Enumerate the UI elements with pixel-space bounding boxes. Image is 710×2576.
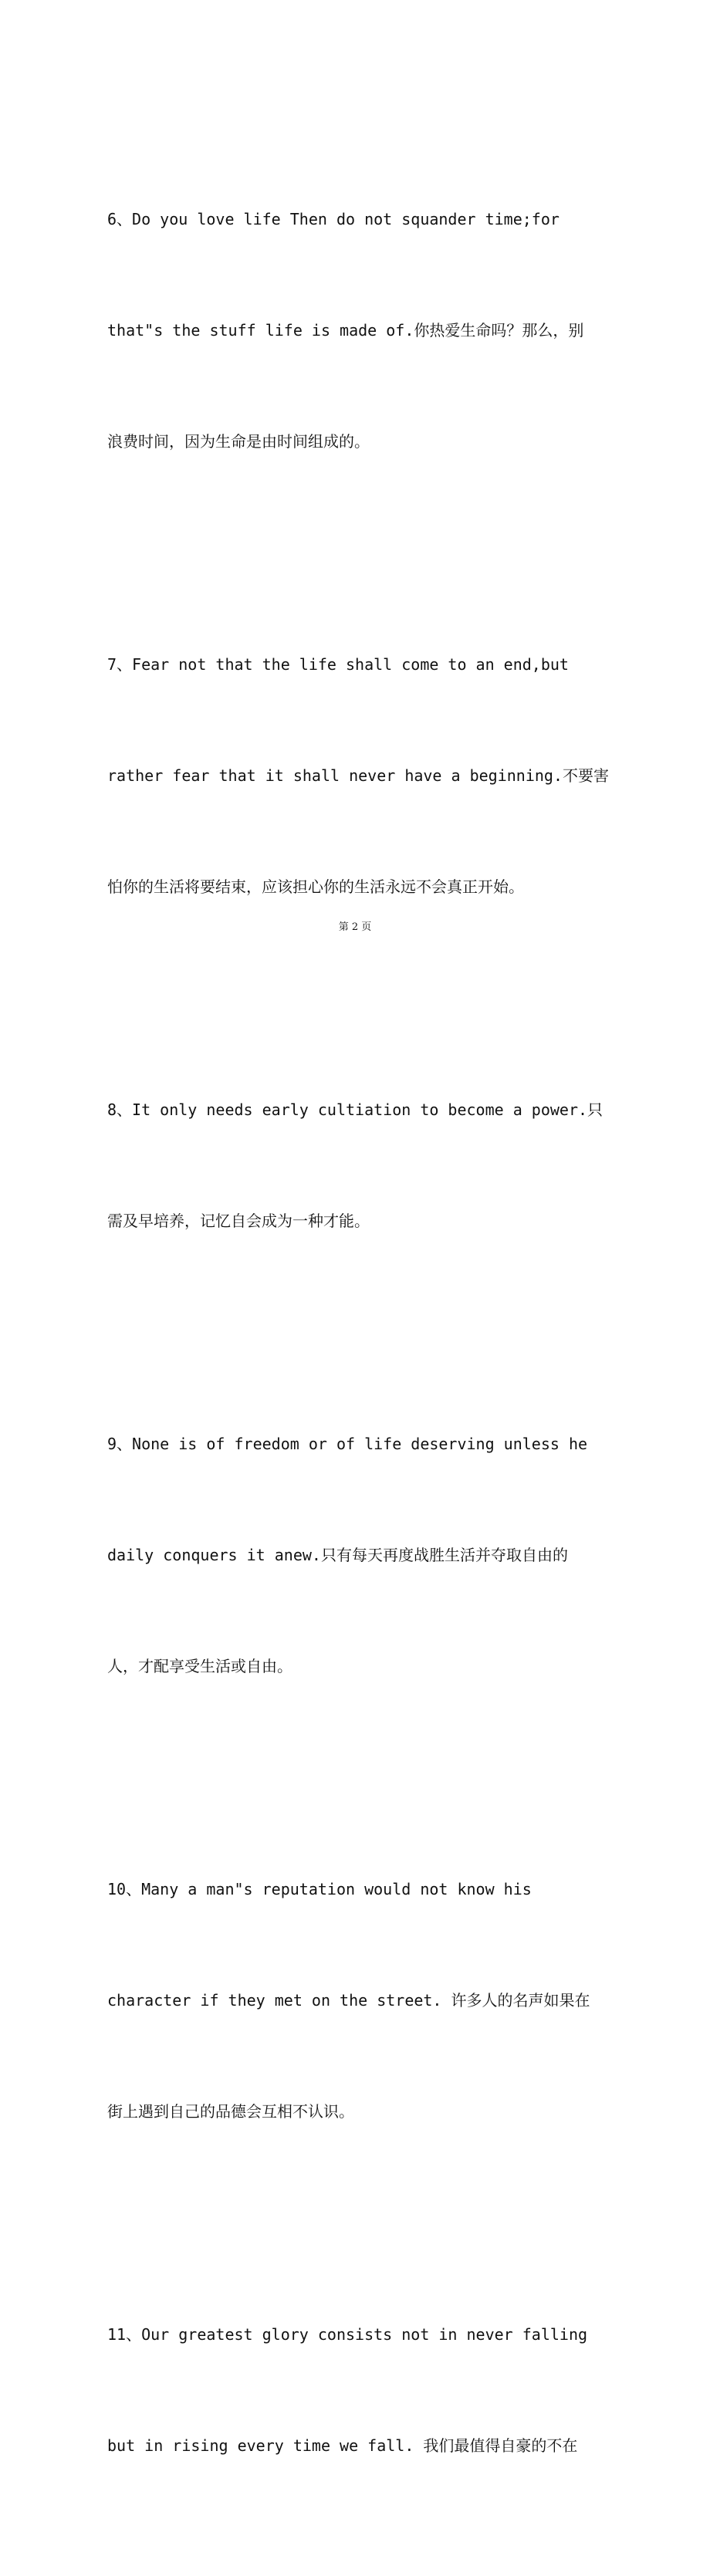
quote-entry-9: [107, 1351, 605, 1759]
quote-line: 11、Our greatest glory consists not in never falling: [107, 2325, 588, 2344]
quote-line: daily conquers it anew.只有每天再度战胜生活并夺取自由的: [107, 1546, 568, 1564]
quote-line: 7、Fear not that the life shall come to an end,but: [107, 655, 569, 674]
quote-line: that"s the stuff life is made of.你热爱生命吗？那么，别: [107, 321, 584, 340]
quote-entry-10: [107, 1797, 605, 2204]
quote-line: 浪费时间，因为生命是由时间组成的。: [107, 432, 370, 451]
quote-line: rather fear that it shall never have a beginning.不要害: [107, 766, 610, 785]
quote-line: 9、None is of freedom or of life deserving unless he: [107, 1435, 588, 1453]
page-number-footer: 第 2 页: [338, 921, 372, 933]
document-body: [107, 127, 610, 2576]
quote-line: 10、Many a man"s reputation would not know his: [107, 1880, 532, 1898]
quote-line: 人，才配享受生活或自由。: [107, 1657, 292, 1675]
quote-entry-11: [107, 2242, 605, 2538]
quote-line: 街上遇到自己的品德会互相不认识。: [107, 2102, 354, 2121]
quote-entry-8: [107, 1017, 605, 1313]
quote-entry-6: [107, 127, 605, 534]
quote-line: but in rising every time we fall. 我们最值得自豪的不在: [107, 2436, 578, 2455]
quote-line: character if they met on the street. 许多人的名声如果在: [107, 1991, 590, 2010]
quote-line: 怕你的生活将要结束，应该担心你的生活永远不会真正开始。: [107, 877, 524, 896]
quote-line: 需及早培养，记忆自会成为一种才能。: [107, 1212, 370, 1230]
quote-line: 8、It only needs early cultiation to become a power.只: [107, 1100, 604, 1119]
quote-line: 6、Do you love life Then do not squander time;for: [107, 210, 560, 228]
